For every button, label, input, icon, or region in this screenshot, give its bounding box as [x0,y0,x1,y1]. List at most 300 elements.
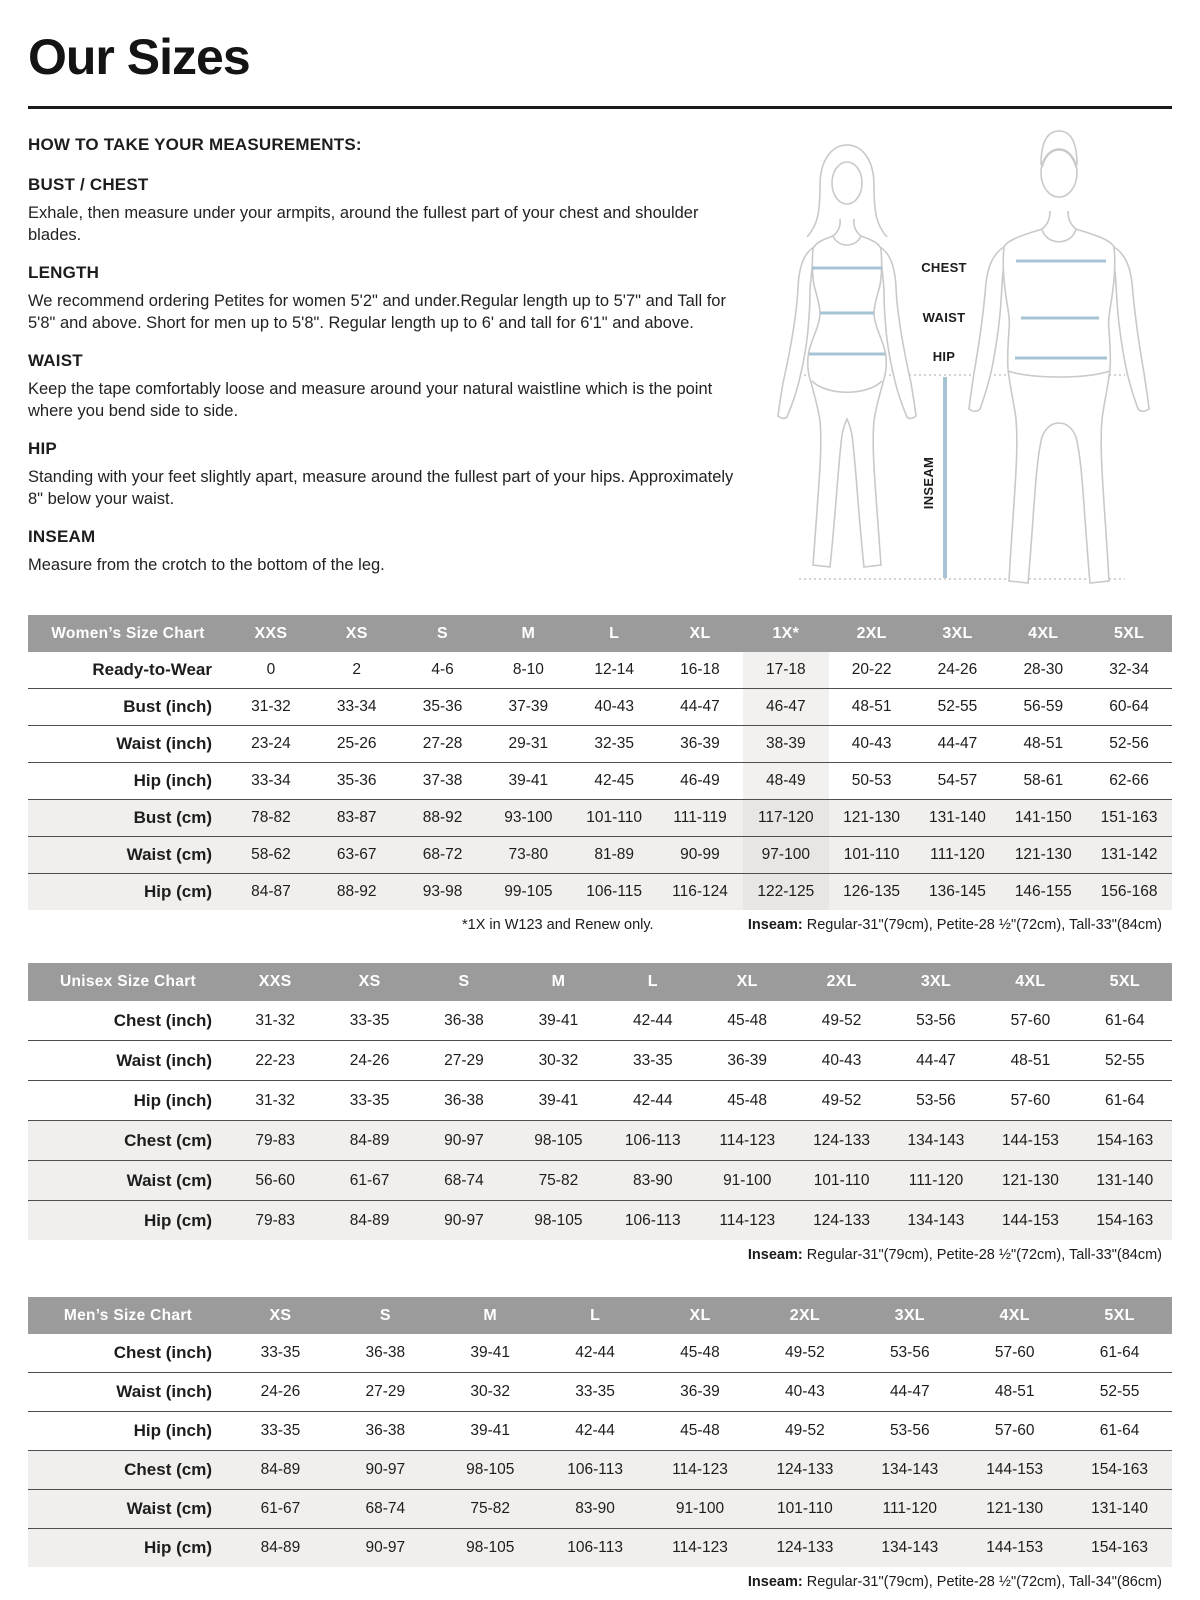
table-body [28,652,1172,910]
cell-value: 121-130 [1014,846,1072,863]
mens-size-chart [28,1297,1172,1598]
cell-value: 39-41 [538,1011,579,1029]
cell-value: 45-48 [680,1422,720,1439]
column-header: M [551,973,566,990]
table-title: Unisex Size Chart [59,973,197,990]
table-row [28,1001,1172,1041]
cell-value: 46-47 [743,689,829,725]
cell-value: 121-130 [843,809,901,826]
section-text: Exhale, then measure under your armpits, around the fullest part of your chest and shoulder blades. [28,204,699,245]
column-header: XL [736,973,758,990]
column-header: M [483,1306,498,1324]
cell-value: 33-35 [632,1051,673,1069]
column-header: 4XL [1028,624,1059,642]
cell-value: 42-44 [632,1091,673,1109]
cell-value: 131-140 [1091,1500,1148,1517]
section-waist [28,351,752,423]
section-title: HIP [28,438,57,458]
cell-value: 84-89 [260,1539,301,1556]
column-header: 3XL [894,1306,925,1324]
cell-value: 75-82 [538,1171,579,1189]
cell-value: 4-6 [431,661,454,678]
man-neck [1042,211,1076,229]
cell-value: 154-163 [1091,1539,1148,1556]
cell-value: 36-38 [444,1091,484,1109]
row-label: Hip (inch) [133,771,212,790]
cell-value: 111-120 [930,846,985,863]
cell-value: 124-133 [813,1131,871,1149]
page-title: Our Sizes [28,29,250,85]
table-footnotes [28,917,1172,941]
row-label: Ready-to-Wear [92,660,212,679]
cell-value: 141-150 [1014,809,1072,826]
section-text: Measure from the crotch to the bottom of the leg. [28,555,385,574]
body-measurement-diagram [752,125,1172,615]
cell-value: 68-72 [422,846,463,863]
row-label: Chest (inch) [113,1343,212,1362]
table-row [28,1373,1172,1412]
woman-right-arm [880,247,916,418]
cell-value: 20-22 [851,661,892,678]
row-label: Hip (cm) [144,1210,212,1230]
cell-value: 49-52 [785,1422,825,1439]
cell-value: 93-100 [504,809,553,826]
table-footnotes [28,1574,1172,1598]
column-header: XXS [258,973,292,990]
table-row [28,763,1172,800]
cell-value: 32-34 [1109,661,1149,678]
cell-value: 52-55 [937,698,978,715]
row-label: Waist (inch) [116,1050,212,1070]
section-bust-chest [28,175,752,247]
section-title: LENGTH [28,262,100,282]
unisex-size-chart [28,963,1172,1271]
cell-value: 45-48 [727,1011,768,1029]
cell-value: 154-163 [1091,1461,1148,1478]
cell-value: 48-51 [1010,1051,1051,1069]
table-title: Men’s Size Chart [63,1306,193,1324]
cell-value: 154-163 [1096,1131,1154,1149]
cell-value: 50-53 [851,772,892,789]
section-title: BUST / CHEST [28,175,149,194]
row-label: Waist (cm) [126,1170,212,1190]
cell-value: 93-98 [422,883,463,900]
column-header: 4XL [1015,973,1046,990]
chest-label: CHEST [921,260,967,275]
cell-value: 49-52 [821,1011,862,1029]
cell-value: 121-130 [1001,1171,1059,1189]
cell-value: 29-31 [508,735,549,752]
cell-value: 98-105 [466,1539,515,1556]
cell-value: 42-44 [575,1344,615,1361]
row-label: Waist (cm) [126,1499,212,1518]
column-header: S [458,973,470,990]
column-header: XS [358,973,381,990]
cell-value: 134-143 [881,1539,939,1556]
cell-value: 58-61 [1023,772,1064,789]
cell-value: 36-39 [680,1383,720,1400]
cell-value: 83-87 [336,809,377,826]
cell-value: 151-163 [1100,809,1158,826]
cell-value: 39-41 [508,772,549,789]
cell-value: 52-55 [1104,1051,1145,1069]
woman-left-arm [778,247,814,418]
cell-value: 146-155 [1014,883,1072,900]
cell-value: 111-120 [882,1500,938,1517]
cell-value: 23-24 [251,735,291,752]
footnote-inseam [748,1574,1172,1590]
cell-value: 84-87 [251,883,291,900]
cell-value: 12-14 [594,661,634,678]
table-row [28,1529,1172,1567]
column-header: 3XL [942,624,973,642]
cell-value: 48-51 [1023,735,1064,752]
row-label: Waist (inch) [116,734,212,753]
cell-value: 30-32 [470,1383,511,1400]
cell-value: 97-100 [743,837,829,873]
column-header: L [609,624,620,642]
cell-value: 40-43 [785,1383,825,1400]
row-label: Chest (inch) [113,1010,212,1030]
cell-value: 24-26 [260,1383,301,1400]
row-label: Chest (cm) [124,1130,212,1150]
cell-value: 31-32 [255,1011,296,1029]
table-row [28,874,1172,910]
cell-value: 84-89 [349,1211,390,1229]
cell-value: 144-153 [986,1539,1044,1556]
cell-value: 33-35 [260,1422,301,1439]
row-label: Hip (inch) [133,1090,212,1110]
cell-value: 40-43 [821,1051,862,1069]
table-row [28,1121,1172,1161]
man-body-outline [1003,229,1115,583]
cell-value: 39-41 [538,1091,579,1109]
section-text: Keep the tape comfortably loose and measure around your natural waistline which is the point where you bend side to side. [28,379,713,421]
cell-value: 122-125 [743,874,829,910]
cell-value: 36-38 [444,1011,484,1029]
cell-value: 131-142 [1100,846,1158,863]
cell-value: 27-29 [444,1051,484,1069]
cell-value: 88-92 [422,809,463,826]
woman-neck [833,219,861,236]
cell-value: 52-55 [1099,1383,1140,1400]
cell-value: 111-119 [673,809,727,826]
cell-value: 32-35 [594,735,634,752]
title-divider [28,106,1172,109]
cell-value: 61-64 [1104,1011,1145,1029]
cell-value: 40-43 [594,698,634,715]
cell-value: 98-105 [466,1461,515,1478]
column-header: 5XL [1109,973,1140,990]
cell-value: 24-26 [937,661,978,678]
cell-value: 79-83 [255,1211,296,1229]
table-row [28,1041,1172,1081]
cell-value: 98-105 [534,1131,583,1149]
cell-value: 144-153 [986,1461,1044,1478]
cell-value: 2 [352,661,362,678]
cell-value: 81-89 [594,846,634,863]
cell-value: 63-67 [336,846,377,863]
column-header: XS [269,1306,292,1324]
cell-value: 114-123 [719,1131,776,1149]
table-header-row [28,1297,1172,1334]
cell-value: 68-74 [365,1500,406,1517]
cell-value: 33-34 [336,698,377,715]
footnote-inseam [748,917,1172,933]
cell-value: 88-92 [336,883,377,900]
column-header: 5XL [1113,624,1145,642]
cell-value: 61-67 [349,1171,390,1189]
cell-value: 131-140 [1096,1171,1154,1189]
cell-value: 106-113 [624,1131,681,1149]
column-header: XL [689,624,711,642]
table-row [28,1412,1172,1451]
cell-value: 101-110 [843,846,900,863]
cell-value: 124-133 [776,1539,834,1556]
cell-value: 0 [266,661,276,678]
cell-value: 44-47 [937,735,978,752]
cell-value: 27-29 [365,1383,406,1400]
row-label: Chest (cm) [124,1460,212,1479]
cell-value: 106-113 [624,1211,681,1229]
column-header: XXS [254,624,288,642]
cell-value: 36-39 [680,735,720,752]
column-header: L [590,1306,601,1324]
cell-value: 84-89 [260,1461,301,1478]
cell-value: 36-38 [365,1422,406,1439]
section-inseam [28,527,752,576]
cell-value: 98-105 [534,1211,583,1229]
section-hip [28,439,752,511]
cell-value: 106-113 [567,1539,623,1556]
row-label: Hip (cm) [144,1538,212,1557]
cell-value: 134-143 [907,1131,965,1149]
spacer [28,941,1172,963]
cell-value: 40-43 [851,735,892,752]
cell-value: 101-110 [813,1171,870,1189]
table-row [28,726,1172,763]
womens-size-chart [28,615,1172,941]
cell-value: 144-153 [1001,1211,1059,1229]
measurement-instructions-section [28,133,1172,615]
cell-value: 38-39 [743,726,829,762]
cell-value: 84-89 [349,1131,390,1149]
cell-value: 56-59 [1023,698,1064,715]
cell-value: 60-64 [1109,698,1149,715]
cell-value: 54-57 [937,772,978,789]
cell-value: 61-64 [1099,1344,1140,1361]
cell-value: 35-36 [336,772,377,789]
waist-label: WAIST [922,310,966,325]
inseam-label: INSEAM [921,456,936,510]
cell-value: 116-124 [672,883,728,900]
inseam-footnote-text: Regular-31"(79cm), Petite-28 ½"(72cm), Tall-33"(84cm) [802,1247,1162,1263]
cell-value: 35-36 [422,698,463,715]
cell-value: 134-143 [881,1461,939,1478]
cell-value: 90-97 [365,1539,406,1556]
cell-value: 31-32 [255,1091,296,1109]
cell-value: 42-44 [575,1422,615,1439]
cell-value: 61-64 [1099,1422,1140,1439]
column-header: L [647,973,658,990]
cell-value: 17-18 [743,652,829,688]
cell-value: 61-64 [1104,1091,1145,1109]
cell-value: 56-60 [255,1171,296,1189]
cell-value: 126-135 [843,883,901,900]
cell-value: 114-123 [672,1461,728,1478]
inseam-footnote-text: Regular-31"(79cm), Petite-28 ½"(72cm), Tall-33"(84cm) [802,917,1162,933]
table-row [28,1201,1172,1240]
cell-value: 90-97 [365,1461,406,1478]
cell-value: 48-51 [851,698,892,715]
table-header-row [28,963,1172,1001]
row-label: Waist (cm) [126,845,212,864]
cell-value: 73-80 [508,846,549,863]
table-row [28,1081,1172,1121]
cell-value: 83-90 [575,1500,615,1517]
cell-value: 75-82 [470,1500,511,1517]
cell-value: 79-83 [255,1131,296,1149]
footnote-1x-note: *1X in W123 and Renew only. [462,917,654,933]
cell-value: 144-153 [1001,1131,1059,1149]
cell-value: 99-105 [504,883,553,900]
inseam-footnote-label: Inseam: [747,917,803,933]
cell-value: 57-60 [1010,1011,1051,1029]
cell-value: 62-66 [1109,772,1149,789]
instructions-heading: HOW TO TAKE YOUR MEASUREMENTS: [28,135,362,154]
cell-value: 57-60 [994,1344,1035,1361]
table-title: Women’s Size Chart [51,624,205,642]
table-row [28,1490,1172,1529]
cell-value: 8-10 [512,661,544,678]
table-footnotes [28,1247,1172,1271]
table-row [28,652,1172,689]
figures-illustration-svg [752,125,1172,615]
cell-value: 33-35 [349,1091,390,1109]
cell-value: 68-74 [444,1171,484,1189]
cell-value: 90-97 [444,1131,484,1149]
table-row [28,689,1172,726]
cell-value: 28-30 [1023,661,1064,678]
column-header: 2XL [856,624,887,642]
cell-value: 25-26 [336,735,377,752]
woman-head [832,162,862,204]
cell-value: 121-130 [986,1500,1044,1517]
inseam-footnote-text: Regular-31"(79cm), Petite-28 ½"(72cm), Tall-34"(86cm) [802,1574,1162,1590]
cell-value: 58-62 [251,846,291,863]
cell-value: 30-32 [538,1051,579,1069]
inseam-footnote-label: Inseam: [747,1247,803,1263]
row-label: Hip (cm) [144,882,212,901]
cell-value: 57-60 [1010,1091,1051,1109]
man-left-arm [969,247,1004,411]
table-body [28,1001,1172,1240]
cell-value: 36-38 [365,1344,406,1361]
instructions-column [28,133,752,615]
cell-value: 78-82 [251,809,291,826]
cell-value: 16-18 [680,661,720,678]
cell-value: 83-90 [632,1171,673,1189]
row-label: Bust (inch) [123,697,212,716]
cell-value: 101-110 [586,809,643,826]
cell-value: 33-34 [251,772,291,789]
cell-value: 124-133 [813,1211,871,1229]
cell-value: 114-123 [719,1211,776,1229]
woman-body-outline [808,236,887,567]
cell-value: 114-123 [672,1539,728,1556]
cell-value: 44-47 [916,1051,956,1069]
cell-value: 44-47 [680,698,720,715]
column-header: M [521,624,536,642]
section-length [28,263,752,335]
cell-value: 117-120 [743,800,829,836]
cell-value: 39-41 [470,1344,511,1361]
man-right-arm [1114,247,1149,411]
cell-value: 57-60 [994,1422,1035,1439]
cell-value: 39-41 [470,1422,511,1439]
table-row [28,837,1172,874]
cell-value: 45-48 [727,1091,768,1109]
table-row [28,1161,1172,1201]
cell-value: 42-44 [632,1011,673,1029]
column-header: 5XL [1104,1306,1135,1324]
column-header: 3XL [920,973,952,990]
section-text: We recommend ordering Petites for women 5'2" and under.Regular length up to 5'7" and Tall for 5'8" and above. Short for men up to 5'8". Regular length up to 6' and tall for 6'1" and above. [28,291,726,333]
cell-value: 91-100 [675,1500,725,1517]
column-header: 1X* [772,624,800,642]
cell-value: 91-100 [723,1171,772,1189]
cell-value: 61-67 [260,1500,301,1517]
cell-value: 24-26 [349,1051,390,1069]
cell-value: 33-35 [349,1011,390,1029]
row-label: Waist (inch) [116,1382,212,1401]
cell-value: 46-49 [680,772,720,789]
table-row [28,1334,1172,1373]
cell-value: 42-45 [594,772,634,789]
cell-value: 27-28 [422,735,463,752]
cell-value: 131-140 [929,809,986,826]
column-header: 4XL [999,1306,1030,1324]
section-text: Standing with your feet slightly apart, measure around the fullest part of your hips. Approximately 8" below your waist. [28,467,734,509]
cell-value: 44-47 [889,1383,930,1400]
cell-value: 33-35 [260,1344,301,1361]
cell-value: 53-56 [916,1091,956,1109]
cell-value: 90-99 [680,846,720,863]
cell-value: 37-39 [508,698,549,715]
column-header: XL [689,1306,711,1324]
hip-label: HIP [932,349,956,364]
spacer [28,1271,1172,1297]
table-header-row [28,615,1172,652]
cell-value: 134-143 [907,1211,965,1229]
column-header: S [437,624,449,642]
cell-value: 36-39 [727,1051,768,1069]
cell-value: 48-49 [743,763,829,799]
table-body [28,1334,1172,1567]
inseam-footnote-label: Inseam: [747,1574,803,1590]
cell-value: 48-51 [994,1383,1035,1400]
cell-value: 49-52 [785,1344,825,1361]
section-title: INSEAM [28,526,96,546]
cell-value: 124-133 [776,1461,834,1478]
cell-value: 101-110 [777,1500,833,1517]
footnote-inseam [748,1247,1172,1263]
row-label: Bust (cm) [133,808,212,827]
cell-value: 53-56 [889,1344,930,1361]
cell-value: 106-115 [586,883,643,900]
table-row [28,1451,1172,1490]
cell-value: 22-23 [255,1051,296,1069]
